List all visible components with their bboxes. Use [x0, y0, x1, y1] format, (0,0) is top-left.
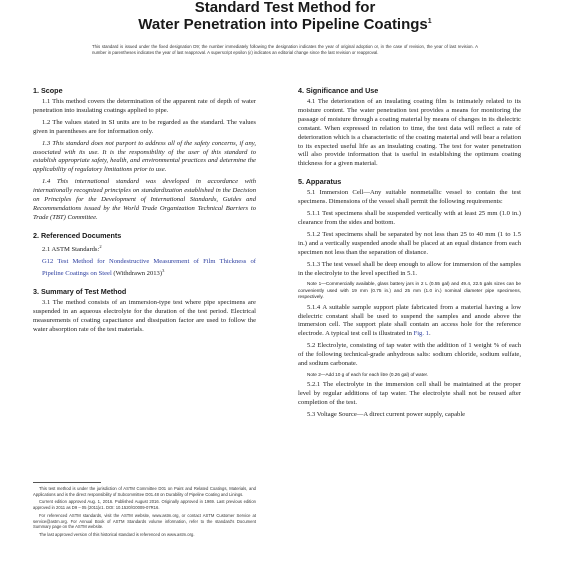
footnote-divider [33, 482, 101, 483]
section-heading-scope: 1. Scope [33, 86, 63, 95]
paragraph-1-3: 1.3 This standard does not purport to address all of the safety concerns, if any, associated with its use. It is the responsibility of the user of this standard to establish appropriate safety, health, and environmental practices and determine the applicability of regulatory limitations prior to use. [33, 139, 256, 174]
paragraph-5-2: 5.2 Electrolyte, consisting of tap water with the addition of 1 weight % of each of the following technical-grade anhydrous salts: sodium chloride, sodium sulfate, and sodium carbonate. [298, 342, 521, 368]
right-column [298, 86, 521, 423]
paragraph-5-1: 5.1 Immersion Cell—Any suitable nonmetallic vessel to contain the test specimens. Dimensions of the vessel shall permit the following requirements: [298, 189, 521, 206]
figure-1-link[interactable]: Fig. 1 [413, 330, 429, 338]
note-2: Note 2—Add 10 g of each for each litre (0.26 gal) of water. [307, 371, 429, 377]
paragraph-5-1-4 [298, 304, 521, 340]
reference-g12-withdrawn: (Withdrawn 2013) [111, 269, 163, 277]
designation-note: This standard is issued under the fixed designation D9; the number immediately following the designation indicates the year of original adoption or, in the case of revision, the year of last revision. A number in parentheses indicates the year of last reapproval. A superscript epsilon (ε) indicates an editorial change since the last revision or reapproval. [92, 44, 478, 56]
left-column [33, 86, 256, 338]
section-heading-apparatus: 5. Apparatus [298, 177, 342, 187]
note-1: Note 1—Commercially available, glass battery jars in 2 L (0.55 gal) and 49.4, 22.5 gals sizes can be conveniently used with 19 mm (0.75 in.) and 25 mm (1.0 in.) nominal diameter pipe specimens, respectively. [298, 281, 521, 300]
astm-standards-label: 2.1 ASTM Standards: [42, 245, 100, 253]
title-footnote-mark: 1 [427, 18, 432, 25]
paragraph-1-1: 1.1 This method covers the determination of the apparent rate of depth of water penetration into insulating coatings applied to pipe. [33, 98, 256, 114]
footnotes [33, 486, 256, 540]
document-title-line1: Standard Test Method for [194, 0, 376, 16]
section-heading-referenced-documents: 2. Referenced Documents [33, 230, 122, 240]
paragraph-3-1: 3.1 The method consists of an immersion-type test where pipe specimens are suspended in an aqueous electrolyte for the duration of the test period. Electrical measurements of coating capacitance and dissipation factor are used to follow the water absorption rate of the test materials. [33, 298, 256, 333]
paragraph-5-3: 5.3 Voltage Source—A direct current power supply, capable [307, 411, 466, 419]
footnote-1-edition: Current edition approved Aug. 1, 2016. Published August 2016. Originally approved in 1969. Last previous edition approved in 2011 as D9 – 05 (2011)ε1. DOI: 10.1520/G0009-07R16. [33, 499, 256, 511]
section-heading-significance: 4. Significance and Use [298, 86, 379, 95]
footnote-mark-2: 2 [99, 243, 102, 249]
footnote-2: For referenced ASTM standards, visit the ASTM website, www.astm.org, or contact ASTM Customer Service at service@astm.org. For Annual Book of ASTM Standards volume information, refer to the standard's Document Summary page on the ASTM website. [33, 512, 256, 530]
reference-g12-link[interactable]: G12 Test Method for Nondestructive Measurement of Film Thickness of Pipeline Coatings on Steel [42, 257, 256, 277]
paragraph-5-1-3: 5.1.3 The test vessel shall be deep enough to allow for immersion of the samples in the electrolyte to the level specified in 5.1. [298, 260, 521, 277]
section-heading-summary: 3. Summary of Test Method [33, 286, 127, 296]
paragraph-5-1-4-end: . [428, 330, 431, 338]
paragraph-5-2-1: 5.2.1 The electrolyte in the immersion cell shall be maintained at the proper level by regular additions of tap water. The electrolyte shall not be reused after completion of the test. [298, 381, 521, 407]
footnote-1: This test method is under the jurisdiction of ASTM Committee D01 on Paint and Related Coatings, Materials, and Applications and is the direct responsibility of Subcommittee D01.48 on Durability of Pipeline Coating and Linings. [33, 486, 256, 497]
paragraph-1-4: 1.4 This international standard was developed in accordance with internationally recognized principles on standardization established in the Decision on Principles for the Development of International Standards, Guides and Recommendations issued by the World Trade Organization Technical Barriers to Trade (TBT) Committee. [33, 178, 256, 221]
paragraph-5-1-4-text: 5.1.4 A suitable sample support plate fabricated from a material having a low dielectric constant shall be used to suspend the samples and anode above the immersion cell. The support plate shall contain an access hole for the reference electrode. A typical test cell is illustrated in [298, 303, 521, 338]
reference-g12 [33, 258, 256, 279]
document-title-text: Water Penetration into Pipeline Coatings [138, 16, 428, 33]
document-title-line2 [0, 14, 570, 33]
footnote-3: The last approved version of this historical standard is referenced on www.astm.org. [39, 531, 195, 537]
paragraph-5-1-2: 5.1.2 Test specimens shall be separated by not less than 25 to 40 mm (1 to 1.5 in.) and a vertically suspended anode shall be placed at an equal distance from each specimen not less than the separation of distance. [298, 230, 521, 256]
footnote-mark-3: 3 [162, 267, 165, 273]
paragraph-2-1 [33, 243, 256, 255]
paragraph-4-1: 4.1 The deterioration of an insulating coating film is intimately related to its moisture content. The water penetration test provides a means for monitoring the passage of moisture through a coating material by means of changes in its dielectric constant. When expressed in relation to time, the test data will reflect a rate of deterioration which is a characteristic of the coating material and will bear a relation to its expected useful life as an insulating coating. The test for water penetration will also provide information that is useful in establishing the optimum coating thickness for a given material. [298, 98, 521, 168]
paragraph-5-1-1: 5.1.1 Test specimens shall be suspended vertically with at least 25 mm (1.0 in.) clearance from the sides and bottom. [298, 210, 521, 226]
paragraph-1-2: 1.2 The values stated in SI units are to be regarded as the standard. The values given in parentheses are for information only. [33, 118, 256, 135]
